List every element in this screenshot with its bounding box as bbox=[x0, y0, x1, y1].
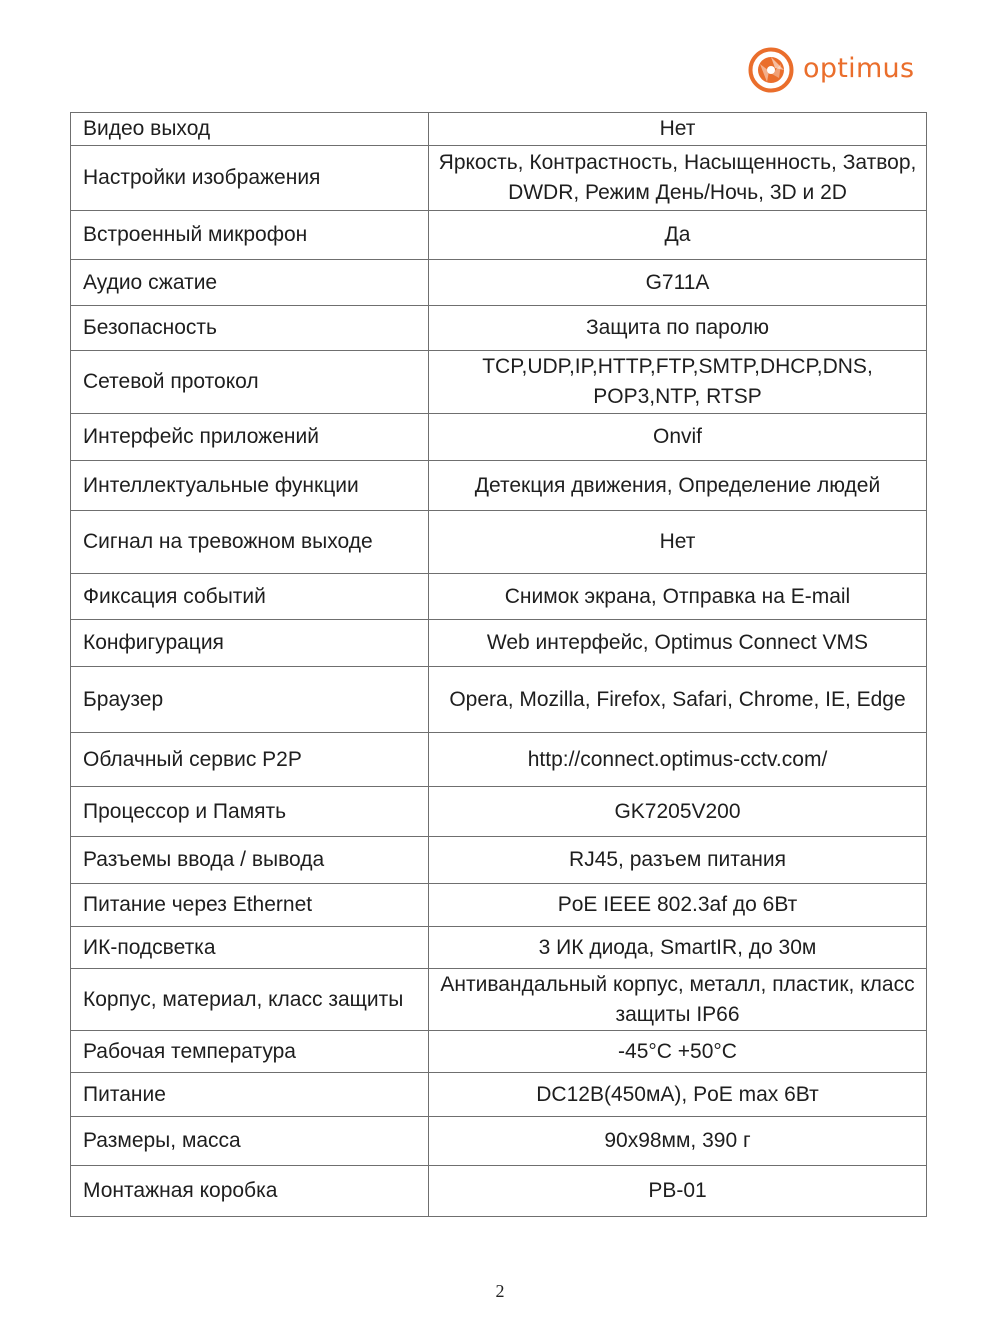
specifications-table bbox=[70, 112, 927, 1217]
table-row bbox=[71, 620, 927, 667]
spec-value: Нет bbox=[429, 511, 927, 574]
aperture-icon bbox=[748, 47, 794, 93]
spec-value: Защита по паролю bbox=[429, 306, 927, 351]
spec-value: DC12В(450мА), PoE max 6Вт bbox=[429, 1073, 927, 1117]
spec-value: Opera, Mozilla, Firefox, Safari, Chrome, IE, Edge bbox=[429, 667, 927, 733]
spec-label: Аудио сжатие bbox=[71, 260, 429, 306]
table-row bbox=[71, 461, 927, 511]
spec-label: Корпус, материал, класс защиты bbox=[71, 969, 429, 1031]
spec-label: ИК-подсветка bbox=[71, 927, 429, 969]
spec-label: Встроенный микрофон bbox=[71, 211, 429, 260]
table-row bbox=[71, 969, 927, 1031]
table-row bbox=[71, 574, 927, 620]
spec-label: Конфигурация bbox=[71, 620, 429, 667]
table-row bbox=[71, 1073, 927, 1117]
spec-value: Яркость, Контрастность, Насыщенность, Затвор, DWDR, Режим День/Ночь, 3D и 2D bbox=[429, 146, 927, 211]
spec-value: 3 ИК диода, SmartIR, до 30м bbox=[429, 927, 927, 969]
table-row bbox=[71, 260, 927, 306]
table-row bbox=[71, 884, 927, 927]
spec-label: Размеры, масса bbox=[71, 1117, 429, 1166]
spec-value: Антивандальный корпус, металл, пластик, класс защиты IP66 bbox=[429, 969, 927, 1031]
spec-label: Видео выход bbox=[71, 113, 429, 146]
spec-label: Сигнал на тревожном выходе bbox=[71, 511, 429, 574]
spec-label: Рабочая температура bbox=[71, 1031, 429, 1073]
table-row bbox=[71, 414, 927, 461]
spec-value: Web интерфейс, Optimus Connect VMS bbox=[429, 620, 927, 667]
spec-label: Разъемы ввода / вывода bbox=[71, 837, 429, 884]
table-row bbox=[71, 351, 927, 414]
page-number: 2 bbox=[495, 1281, 505, 1301]
spec-label: Интеллектуальные функции bbox=[71, 461, 429, 511]
table-row bbox=[71, 306, 927, 351]
spec-value: TCP,UDP,IP,HTTP,FTP,SMTP,DHCP,DNS, POP3,NTP, RTSP bbox=[429, 351, 927, 414]
table-row bbox=[71, 211, 927, 260]
spec-label: Питание через Ethernet bbox=[71, 884, 429, 927]
brand-logo bbox=[748, 46, 914, 94]
table-row bbox=[71, 1117, 927, 1166]
spec-label: Питание bbox=[71, 1073, 429, 1117]
table-row bbox=[71, 927, 927, 969]
spec-value: Onvif bbox=[429, 414, 927, 461]
table-row bbox=[71, 667, 927, 733]
spec-value: RJ45, разъем питания bbox=[429, 837, 927, 884]
spec-label: Сетевой протокол bbox=[71, 351, 429, 414]
specifications-table-body bbox=[71, 113, 927, 1217]
spec-value: PB-01 bbox=[429, 1166, 927, 1217]
spec-label: Облачный сервис P2P bbox=[71, 733, 429, 787]
spec-label: Безопасность bbox=[71, 306, 429, 351]
spec-label: Настройки изображения bbox=[71, 146, 429, 211]
spec-value: Нет bbox=[429, 113, 927, 146]
spec-label: Процессор и Память bbox=[71, 787, 429, 837]
table-row bbox=[71, 146, 927, 211]
spec-value: -45°C +50°C bbox=[429, 1031, 927, 1073]
table-row bbox=[71, 837, 927, 884]
table-row bbox=[71, 787, 927, 837]
spec-label: Интерфейс приложений bbox=[71, 414, 429, 461]
spec-value: 90x98мм, 390 г bbox=[429, 1117, 927, 1166]
spec-value: PoE IEEE 802.3af до 6Вт bbox=[429, 884, 927, 927]
spec-value: http://connect.optimus-cctv.com/ bbox=[429, 733, 927, 787]
table-row bbox=[71, 1166, 927, 1217]
brand-name: optimus bbox=[803, 52, 915, 84]
spec-value: Детекция движения, Определение людей bbox=[429, 461, 927, 511]
table-row bbox=[71, 113, 927, 146]
table-row bbox=[71, 1031, 927, 1073]
table-row bbox=[71, 511, 927, 574]
spec-value: Снимок экрана, Отправка на E-mail bbox=[429, 574, 927, 620]
spec-value: GK7205V200 bbox=[429, 787, 927, 837]
spec-value: G711A bbox=[429, 260, 927, 306]
spec-label: Браузер bbox=[71, 667, 429, 733]
spec-label: Монтажная коробка bbox=[71, 1166, 429, 1217]
spec-value: Да bbox=[429, 211, 927, 260]
spec-label: Фиксация событий bbox=[71, 574, 429, 620]
table-row bbox=[71, 733, 927, 787]
